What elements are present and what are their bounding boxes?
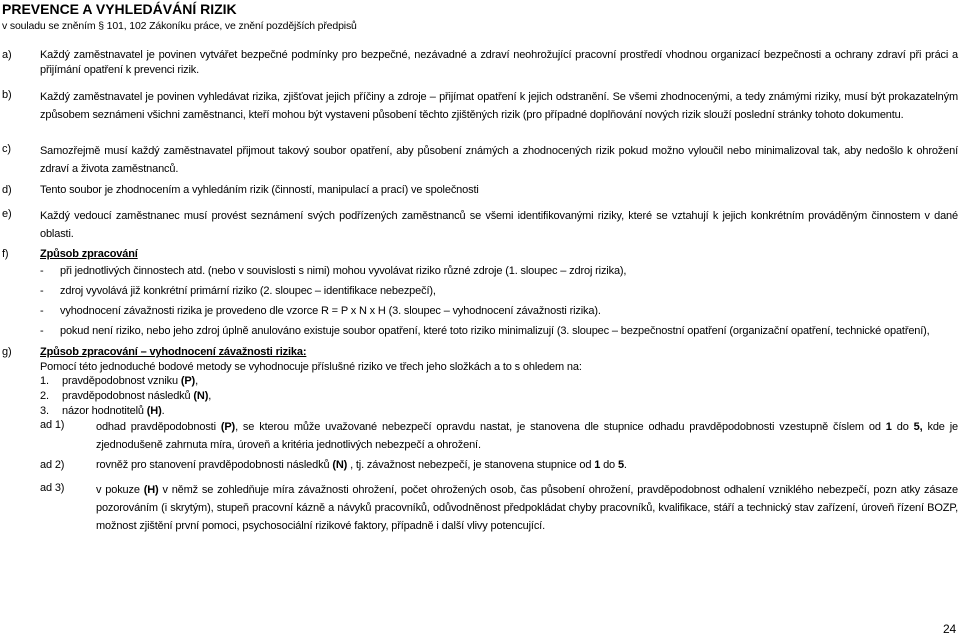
bullet-list	[2, 261, 958, 341]
paragraph-text: Každý vedoucí zaměstnanec musí provést seznámení svých podřízených zaměstnanců se všemi identifikovanými riziky, které se vztahují k jejich konkrétním prováděným činnostem v dané oblasti.	[40, 210, 958, 240]
dash-marker: -	[40, 265, 44, 277]
paragraph-c	[2, 142, 958, 178]
paragraph-label: d)	[2, 184, 12, 196]
section-heading: Způsob zpracování – vyhodnocení závažnosti rizika:	[40, 346, 307, 358]
dash-marker: -	[40, 325, 44, 337]
list-item: 1. pravděpodobnost vzniku (P),	[40, 375, 198, 387]
paragraph-text: Samozřejmě musí každý zaměstnavatel přijmout takový soubor opatření, aby působení známých a zhodnocených rizik pokud možno vyloučil nebo minimalizoval tak, aby nedošlo k ohrožení zdraví a života zaměstnanců.	[40, 145, 958, 175]
dash-marker: -	[40, 285, 44, 297]
ad-item-1: ad 1) odhad pravděpodobnosti (P), se kterou může uvažované nebezpečí opravdu nastat, je stanovena dle stupnice odhadu pravděpodobnosti vzestupně číslem od 1 do 5, kde je zjednodušeně zahrnuta míra, úroveň a kritéria jednotlivých nebezpečí a ohrožení.	[40, 419, 958, 451]
paragraph-e	[2, 207, 958, 243]
list-item: - pokud není riziko, nebo jeho zdroj úplně anulováno existuje soubor opatření, které toto riziko minimalizují (3. sloupec – bezpečnostní opatření (organizační opatření, technické opatření),	[40, 321, 958, 341]
paragraph-label: a)	[2, 49, 12, 61]
paragraph-label: c)	[2, 143, 11, 155]
list-item: - vyhodnocení závažnosti rizika je provedeno dle vzorce R = P x N x H (3. sloupec – vyhodnocení závažnosti rizika).	[40, 301, 958, 321]
paragraph-label: g)	[2, 346, 12, 358]
paragraph-b	[2, 88, 958, 124]
section-heading: Způsob zpracování	[40, 248, 138, 260]
list-item: 2. pravděpodobnost následků (N),	[40, 390, 212, 402]
page-subtitle: v souladu se zněním § 101, 102 Zákoníku práce, ve znění pozdějších předpisů	[2, 20, 357, 32]
page-number: 24	[942, 622, 956, 636]
paragraph-label: b)	[2, 89, 12, 101]
paragraph-d	[2, 183, 958, 198]
paragraph-g	[2, 345, 958, 375]
list-item: - při jednotlivých činnostech atd. (nebo v souvislosti s nimi) mohou vyvolávat riziko různé zdroje (1. sloupec – zdroj rizika),	[40, 261, 958, 281]
ad-item-2: ad 2) rovněž pro stanovení pravděpodobnosti následků (N) , tj. závažnost nebezpečí, je stanovena stupnice od 1 do 5.	[40, 459, 627, 471]
list-item: 3. názor hodnotitelů (H).	[40, 405, 165, 417]
list-item: - zdroj vyvolává již konkrétní primární riziko (2. sloupec – identifikace nebezpečí),	[40, 281, 958, 301]
page-title: PREVENCE A VYHLEDÁVÁNÍ RIZIK	[2, 1, 237, 17]
numbered-list	[2, 374, 958, 419]
section-intro: Pomocí této jednoduché bodové metody se vyhodnocuje příslušné riziko ve třech jeho složkách a to s ohledem na:	[40, 361, 582, 373]
paragraph-text: Tento soubor je zhodnocením a vyhledáním rizik (činností, manipulací a prací) ve společnosti	[40, 184, 479, 196]
paragraph-f	[2, 247, 958, 262]
paragraph-label: e)	[2, 208, 12, 220]
paragraph-text: Každý zaměstnavatel je povinen vytvářet bezpečné podmínky pro bezpečné, nezávadné a zdraví neohrožující pracovní prostředí vhodnou organizací bezpečnosti a ochrany zdraví při práci a přijímání opatření k prevenci rizik.	[40, 49, 958, 76]
paragraph-text: Každý zaměstnavatel je povinen vyhledávat rizika, zjišťovat jejich příčiny a zdroje – přijímat opatření k jejich odstranění. Se všemi zhodnocenými, a tedy známými riziky, musí být prokazatelným způsobem seznámeni všichni zaměstnanci, kteří mohou být vystaveni působení těchto zjištěných rizik (pro případné doplňování nových rizik slouží poslední stránky tohoto dokumentu.	[40, 91, 958, 121]
ad-item-3: ad 3) v pokuze (H) v němž se zohledňuje míra závažnosti ohrožení, počet ohrožených osob, čas působení ohrožení, pravděpodobnost odhalení vzniklého nebezpečí, pozn atky zásaze pozorováním (i skrytým), stupeň pracovní kázně a návyků pracovníků, odůvodněnost předpokládat chyby pracovníků, kvalifikace, stáří a technický stav zařízení, úroveň řízení BOZP, možnost zjištění první pomoci, psychosociální rizikové faktory, případně i další vlivy potencující.	[40, 482, 958, 532]
paragraph-label: f)	[2, 248, 9, 260]
paragraph-a	[2, 48, 958, 78]
dash-marker: -	[40, 305, 44, 317]
